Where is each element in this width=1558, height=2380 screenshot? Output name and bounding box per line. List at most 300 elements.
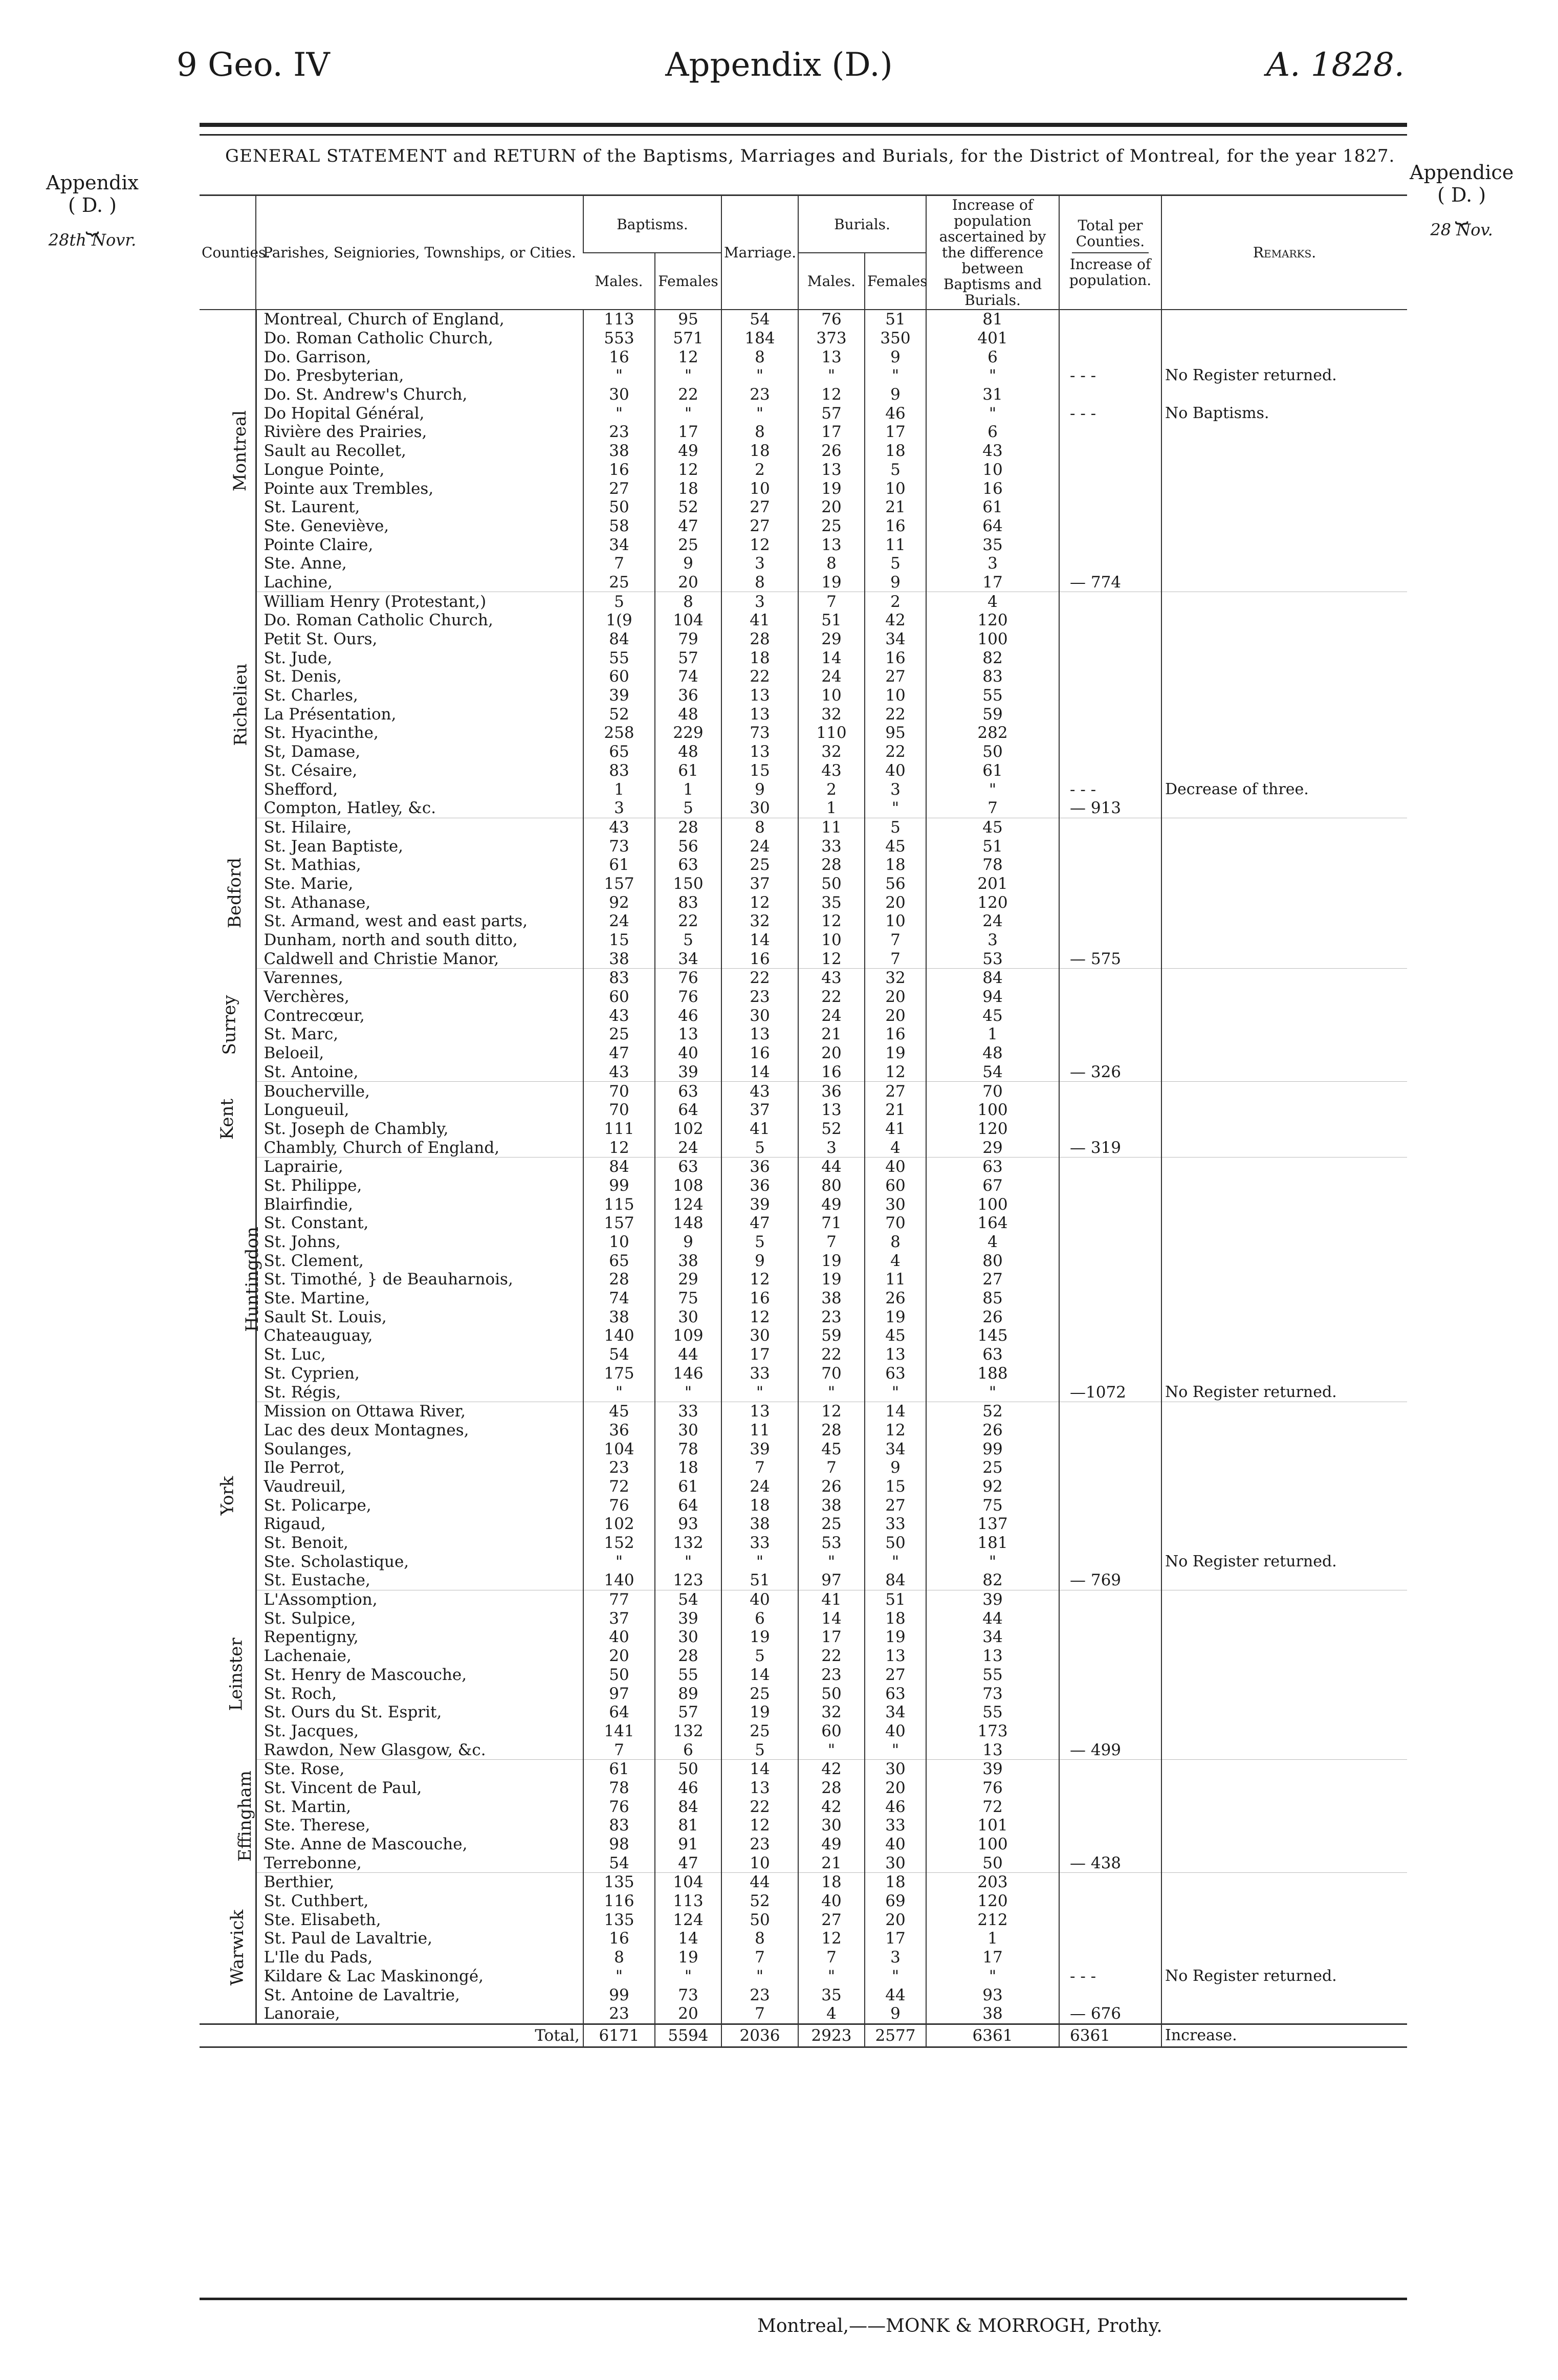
cell-inc: 26: [926, 1421, 1059, 1440]
cell-bm: 65: [583, 743, 655, 761]
place-name: Lanoraie,: [256, 2004, 583, 2024]
table-row: [200, 1383, 1407, 1402]
cell-bm: 99: [583, 1985, 655, 2004]
cell-inc: 24: [926, 912, 1059, 931]
cell-inc: 55: [926, 1666, 1059, 1685]
table-row: [200, 442, 1407, 461]
place-name: Boucherville,: [256, 1082, 583, 1101]
county-total: [1059, 1948, 1161, 1967]
cell-bm: 34: [583, 535, 655, 554]
cell-bf: 81: [655, 1816, 721, 1835]
remark: [1161, 1138, 1407, 1157]
cell-m: 8: [721, 347, 798, 366]
cell-uf: 7: [865, 949, 926, 968]
cell-uf: 84: [865, 1571, 926, 1590]
remark: [1161, 1044, 1407, 1063]
top-rule: [200, 123, 1407, 127]
place-name: St. Luc,: [256, 1345, 583, 1364]
remark: [1161, 1703, 1407, 1722]
county-total: [1059, 535, 1161, 554]
cell-bm: 30: [583, 385, 655, 404]
cell-bf: 50: [655, 1759, 721, 1778]
cell-bf: 132: [655, 1722, 721, 1741]
remark: [1161, 1740, 1407, 1759]
cell-uf: 30: [865, 1759, 926, 1778]
cell-bf: 79: [655, 630, 721, 649]
cell-bm: 175: [583, 1364, 655, 1383]
cell-m: 14: [721, 1063, 798, 1082]
col-total-divider: [1072, 252, 1149, 253]
table-row: [200, 1515, 1407, 1534]
cell-um: 22: [798, 1647, 865, 1666]
table-row: [200, 1120, 1407, 1139]
county-total: - - -: [1059, 1967, 1161, 1986]
cell-bf: 48: [655, 705, 721, 724]
county-total: - - -: [1059, 780, 1161, 799]
table-row: [200, 1063, 1407, 1082]
remark: [1161, 949, 1407, 968]
margin-label: Appendix: [46, 171, 139, 194]
place-name: St. Ours du St. Esprit,: [256, 1703, 583, 1722]
page-title: GENERAL STATEMENT and RETURN of the Baptisms, Marriages and Burials, for the District of Montreal, for the year 1827.: [225, 146, 1395, 166]
cell-bf: 75: [655, 1289, 721, 1308]
place-name: Petit St. Ours,: [256, 630, 583, 649]
county-label: [200, 592, 256, 818]
cell-m: ": [721, 1552, 798, 1571]
table-row: [200, 875, 1407, 893]
table-row: [200, 1477, 1407, 1496]
remark: [1161, 893, 1407, 912]
cell-inc: 99: [926, 1439, 1059, 1458]
cell-bf: 46: [655, 1779, 721, 1798]
county-total: [1059, 988, 1161, 1007]
place-name: St. Denis,: [256, 667, 583, 686]
cell-uf: 51: [865, 310, 926, 329]
table-row: [200, 818, 1407, 837]
cell-m: 5: [721, 1138, 798, 1157]
table-row: [200, 1345, 1407, 1364]
table-row: [200, 1082, 1407, 1101]
cell-inc: 67: [926, 1176, 1059, 1195]
place-name: St. Jude,: [256, 648, 583, 667]
place-name: St. Laurent,: [256, 498, 583, 517]
place-name: St. Cyprien,: [256, 1364, 583, 1383]
table-row: [200, 912, 1407, 931]
cell-bf: 78: [655, 1439, 721, 1458]
county-total: [1059, 1195, 1161, 1214]
place-name: St. Sulpice,: [256, 1609, 583, 1628]
place-name: St. Cuthbert,: [256, 1892, 583, 1911]
cell-bf: 55: [655, 1666, 721, 1685]
remark: [1161, 1477, 1407, 1496]
cell-uf: 18: [865, 442, 926, 461]
cell-inc: 51: [926, 837, 1059, 856]
place-name: Pointe aux Trembles,: [256, 479, 583, 498]
cell-bm: 157: [583, 1214, 655, 1233]
cell-inc: 17: [926, 1948, 1059, 1967]
cell-bm: 12: [583, 1138, 655, 1157]
cell-bm: ": [583, 366, 655, 385]
cell-uf: 9: [865, 385, 926, 404]
cell-bf: 12: [655, 461, 721, 479]
cell-uf: 16: [865, 517, 926, 536]
table-row: [200, 630, 1407, 649]
county-total: [1059, 1816, 1161, 1835]
cell-inc: 39: [926, 1759, 1059, 1778]
place-name: St. Antoine de Lavaltrie,: [256, 1985, 583, 2004]
cell-bm: 140: [583, 1571, 655, 1590]
place-name: Ste. Elisabeth,: [256, 1910, 583, 1929]
remark: [1161, 535, 1407, 554]
table-row: [200, 1233, 1407, 1252]
top-rule-thin: [200, 134, 1407, 136]
total-remark: Increase.: [1161, 2024, 1407, 2047]
cell-um: 43: [798, 969, 865, 988]
county-total: [1059, 517, 1161, 536]
remark: [1161, 1816, 1407, 1835]
table-row: [200, 1722, 1407, 1741]
county-total: [1059, 1176, 1161, 1195]
cell-m: 25: [721, 856, 798, 875]
county-total: [1059, 969, 1161, 988]
cell-uf: 9: [865, 1458, 926, 1477]
cell-bm: 5: [583, 592, 655, 611]
cell-uf: 5: [865, 818, 926, 837]
cell-um: 8: [798, 554, 865, 573]
table-row: [200, 1101, 1407, 1120]
cell-uf: 70: [865, 1214, 926, 1233]
cell-m: 16: [721, 1044, 798, 1063]
cell-um: 22: [798, 988, 865, 1007]
total-bf: 5594: [655, 2024, 721, 2047]
remark: No Register returned.: [1161, 1552, 1407, 1571]
table-row: [200, 1628, 1407, 1647]
cell-m: ": [721, 1383, 798, 1402]
place-name: St. Hilaire,: [256, 818, 583, 837]
county-total: [1059, 1157, 1161, 1176]
cell-inc: 50: [926, 1853, 1059, 1872]
header-right: A. 1828.: [1266, 46, 1405, 84]
cell-bf: 22: [655, 385, 721, 404]
cell-bm: 10: [583, 1233, 655, 1252]
cell-uf: 20: [865, 988, 926, 1007]
remark: [1161, 1176, 1407, 1195]
cell-uf: 4: [865, 1138, 926, 1157]
cell-bf: 17: [655, 423, 721, 442]
cell-bf: 20: [655, 2004, 721, 2024]
cell-uf: 17: [865, 423, 926, 442]
table-row: [200, 461, 1407, 479]
place-name: St. Hyacinthe,: [256, 724, 583, 743]
cell-uf: 50: [865, 1534, 926, 1553]
table-row: [200, 1025, 1407, 1044]
remark: [1161, 818, 1407, 837]
county-total: [1059, 1684, 1161, 1703]
table-row: [200, 1006, 1407, 1025]
cell-bm: 16: [583, 347, 655, 366]
cell-m: 10: [721, 479, 798, 498]
remark: [1161, 554, 1407, 573]
header-left: 9 Geo. IV: [177, 46, 330, 84]
place-name: Rivière des Prairies,: [256, 423, 583, 442]
county-total: —1072: [1059, 1383, 1161, 1402]
cell-bf: 64: [655, 1496, 721, 1515]
cell-uf: 40: [865, 1722, 926, 1741]
cell-m: ": [721, 404, 798, 423]
cell-m: 8: [721, 1929, 798, 1948]
cell-bm: 98: [583, 1835, 655, 1854]
cell-m: 40: [721, 1590, 798, 1609]
table-row: [200, 611, 1407, 630]
remark: [1161, 1345, 1407, 1364]
cell-uf: 46: [865, 1797, 926, 1816]
county-total: [1059, 1006, 1161, 1025]
table-row: [200, 517, 1407, 536]
col-remarks: Remarks.: [1161, 195, 1407, 310]
place-name: Sault au Recollet,: [256, 442, 583, 461]
cell-inc: 84: [926, 969, 1059, 988]
cell-bf: 95: [655, 310, 721, 329]
cell-bf: ": [655, 366, 721, 385]
cell-bm: 24: [583, 912, 655, 931]
cell-uf: 41: [865, 1120, 926, 1139]
county-total: [1059, 686, 1161, 705]
cell-bf: 38: [655, 1251, 721, 1270]
table-row: [200, 1967, 1407, 1986]
total-um: 2923: [798, 2024, 865, 2047]
cell-m: 3: [721, 554, 798, 573]
cell-uf: 34: [865, 1439, 926, 1458]
cell-bf: 46: [655, 1006, 721, 1025]
cell-uf: 22: [865, 705, 926, 724]
table-row: [200, 1797, 1407, 1816]
cell-m: 33: [721, 1534, 798, 1553]
county-total: [1059, 329, 1161, 348]
cell-uf: 15: [865, 1477, 926, 1496]
cell-bm: 39: [583, 686, 655, 705]
cell-inc: 13: [926, 1647, 1059, 1666]
cell-um: 21: [798, 1025, 865, 1044]
remark: [1161, 1929, 1407, 1948]
cell-m: 38: [721, 1515, 798, 1534]
remark: [1161, 1439, 1407, 1458]
table-row: [200, 2004, 1407, 2024]
cell-bf: 30: [655, 1628, 721, 1647]
county-name: Effingham: [234, 1770, 255, 1862]
cell-um: 12: [798, 385, 865, 404]
cell-uf: 20: [865, 1006, 926, 1025]
table-row: [200, 1684, 1407, 1703]
remark: [1161, 1270, 1407, 1289]
cell-um: 50: [798, 875, 865, 893]
cell-inc: 282: [926, 724, 1059, 743]
col-baptisms: Baptisms.: [583, 195, 721, 253]
cell-m: 47: [721, 1214, 798, 1233]
county-total: [1059, 611, 1161, 630]
cell-inc: 4: [926, 592, 1059, 611]
cell-um: 42: [798, 1797, 865, 1816]
place-name: Longueuil,: [256, 1101, 583, 1120]
table-row: [200, 1571, 1407, 1590]
remark: [1161, 1120, 1407, 1139]
cell-uf: 20: [865, 893, 926, 912]
cell-m: 12: [721, 535, 798, 554]
county-total: [1059, 1251, 1161, 1270]
cell-bf: 34: [655, 949, 721, 968]
cell-m: 37: [721, 1101, 798, 1120]
cell-m: 8: [721, 818, 798, 837]
cell-m: 39: [721, 1439, 798, 1458]
county-total: [1059, 554, 1161, 573]
cell-um: 12: [798, 1402, 865, 1421]
county-total: [1059, 1120, 1161, 1139]
table-row: [200, 705, 1407, 724]
cell-bf: 89: [655, 1684, 721, 1703]
cell-uf: 44: [865, 1985, 926, 2004]
total-bm: 6171: [583, 2024, 655, 2047]
place-name: Ste. Therese,: [256, 1816, 583, 1835]
cell-uf: 21: [865, 498, 926, 517]
place-name: Dunham, north and south ditto,: [256, 931, 583, 950]
cell-uf: 20: [865, 1779, 926, 1798]
cell-bm: 23: [583, 1458, 655, 1477]
cell-um: 23: [798, 1307, 865, 1326]
place-name: St. Philippe,: [256, 1176, 583, 1195]
cell-m: 27: [721, 498, 798, 517]
remark: [1161, 1214, 1407, 1233]
remark: [1161, 517, 1407, 536]
cell-bm: 40: [583, 1628, 655, 1647]
table-row: [200, 1873, 1407, 1892]
cell-bf: 123: [655, 1571, 721, 1590]
cell-bm: 70: [583, 1082, 655, 1101]
cell-m: 23: [721, 385, 798, 404]
county-total: — 319: [1059, 1138, 1161, 1157]
cell-uf: 27: [865, 1082, 926, 1101]
cell-m: 19: [721, 1628, 798, 1647]
cell-m: 18: [721, 442, 798, 461]
cell-um: 45: [798, 1439, 865, 1458]
table-row: [200, 1816, 1407, 1835]
cell-bm: ": [583, 1552, 655, 1571]
cell-inc: ": [926, 1383, 1059, 1402]
remark: Decrease of three.: [1161, 780, 1407, 799]
county-total: [1059, 1402, 1161, 1421]
col-baptisms-males: Males.: [583, 253, 655, 310]
table-row: [200, 1458, 1407, 1477]
cell-bm: 43: [583, 1006, 655, 1025]
place-name: St. Martin,: [256, 1797, 583, 1816]
cell-um: 373: [798, 329, 865, 348]
cell-inc: 78: [926, 856, 1059, 875]
remark: [1161, 1251, 1407, 1270]
remark: [1161, 988, 1407, 1007]
total-label: Total,: [200, 2024, 583, 2047]
cell-bf: 113: [655, 1892, 721, 1911]
cell-uf: 18: [865, 856, 926, 875]
place-name: St. Joseph de Chambly,: [256, 1120, 583, 1139]
place-name: Kildare & Lac Maskinongé,: [256, 1967, 583, 1986]
table-row: [200, 1195, 1407, 1214]
cell-bm: 83: [583, 761, 655, 780]
cell-inc: 13: [926, 1740, 1059, 1759]
cell-um: 12: [798, 912, 865, 931]
cell-inc: 63: [926, 1157, 1059, 1176]
cell-bf: 1: [655, 780, 721, 799]
county-name: Huntingdon: [242, 1227, 262, 1332]
place-name: St, Damase,: [256, 743, 583, 761]
statement-table: [200, 194, 1407, 2048]
cell-inc: 59: [926, 705, 1059, 724]
county-total: [1059, 1703, 1161, 1722]
table-row: [200, 1251, 1407, 1270]
cell-bf: 108: [655, 1176, 721, 1195]
cell-bm: 54: [583, 1853, 655, 1872]
remark: [1161, 1157, 1407, 1176]
cell-bm: 60: [583, 988, 655, 1007]
col-total-per-counties: [1059, 195, 1161, 310]
cell-bf: 109: [655, 1326, 721, 1345]
place-name: Do. Roman Catholic Church,: [256, 611, 583, 630]
cell-bm: 73: [583, 837, 655, 856]
cell-bf: 30: [655, 1307, 721, 1326]
table-row: [200, 648, 1407, 667]
cell-bf: 25: [655, 535, 721, 554]
remark: [1161, 347, 1407, 366]
cell-m: 13: [721, 1025, 798, 1044]
county-label: [200, 1402, 256, 1590]
table-row: [200, 385, 1407, 404]
cell-m: 30: [721, 799, 798, 818]
cell-uf: 20: [865, 1910, 926, 1929]
cell-uf: 40: [865, 761, 926, 780]
county-total: [1059, 310, 1161, 329]
cell-inc: 93: [926, 1985, 1059, 2004]
place-name: St. Césaire,: [256, 761, 583, 780]
remark: [1161, 1910, 1407, 1929]
cell-m: 184: [721, 329, 798, 348]
place-name: William Henry (Protestant,): [256, 592, 583, 611]
place-name: Ste. Martine,: [256, 1289, 583, 1308]
county-total: [1059, 931, 1161, 950]
remark: [1161, 1722, 1407, 1741]
cell-bf: 12: [655, 347, 721, 366]
remark: [1161, 1571, 1407, 1590]
cell-um: 16: [798, 1063, 865, 1082]
county-total: [1059, 1534, 1161, 1553]
cell-bm: 140: [583, 1326, 655, 1345]
remark: [1161, 648, 1407, 667]
remark: [1161, 385, 1407, 404]
cell-uf: 5: [865, 461, 926, 479]
cell-inc: 52: [926, 1402, 1059, 1421]
cell-um: 10: [798, 686, 865, 705]
bottom-rule: [200, 2298, 1407, 2300]
cell-inc: 82: [926, 1571, 1059, 1590]
county-total: [1059, 1873, 1161, 1892]
remark: [1161, 592, 1407, 611]
margin-date: 28th Novr.: [48, 230, 137, 250]
cell-uf: 63: [865, 1684, 926, 1703]
table-row: [200, 761, 1407, 780]
cell-bm: 76: [583, 1496, 655, 1515]
place-name: St. Marc,: [256, 1025, 583, 1044]
remark: [1161, 1289, 1407, 1308]
table-row: [200, 592, 1407, 611]
county-total: — 438: [1059, 1853, 1161, 1872]
remark: [1161, 611, 1407, 630]
cell-bf: 13: [655, 1025, 721, 1044]
